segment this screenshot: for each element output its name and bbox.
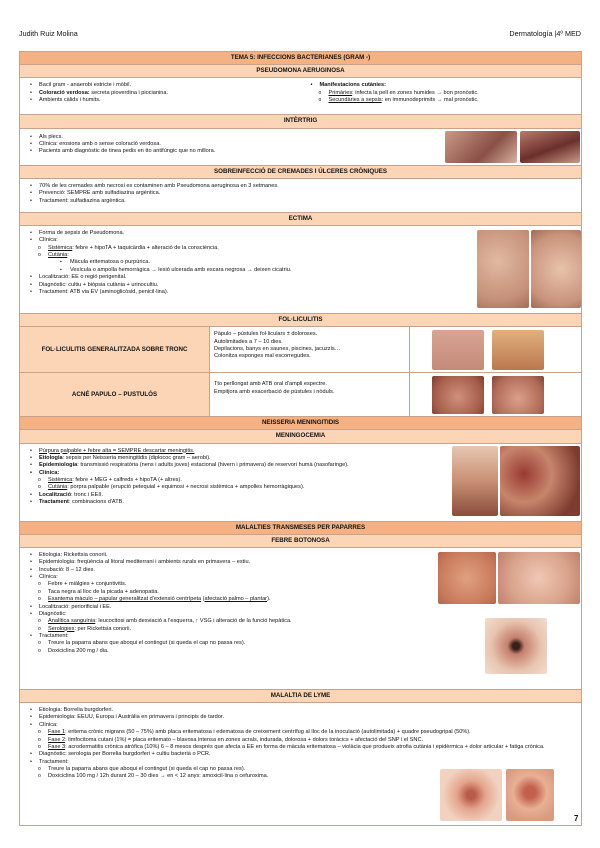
lyme-list-2: [20, 751, 581, 766]
course-label: Dermatología |4º MED: [509, 29, 581, 38]
list-item: ▪ Màcula eritematosa o purpúrica.: [20, 259, 581, 266]
list-item: • Epidemiologia: freqüència al litoral mediterrani i ambients rurals en primavera – estiu.: [20, 559, 581, 566]
list-item: o Doxiciclina 200 mg / dia.: [20, 648, 581, 655]
item-underline: Sistèmica: [48, 244, 73, 251]
meningocemia-photo-1: [452, 446, 498, 516]
list-item: • Etiologia: Borrelia burgdorferi.: [20, 707, 581, 714]
ectima-title: ECTIMA: [20, 213, 581, 226]
page-header: [19, 29, 581, 39]
list-item: • Clínica:: [20, 470, 581, 477]
item-text: : febre + hipoTA + taquicàrdia + alteració de la consciència.: [72, 244, 219, 251]
intertrig-section: [20, 129, 581, 166]
item-text: : combinacions d'ATB.: [68, 499, 124, 506]
list-item: • Diagnòstic:: [20, 611, 581, 618]
item-text: : limfocitoma cutani (1%) = placa eritemato – blavosa intensa en zones acrals, indurada, dolorosa + dolors toràcics + afectació del SNP i el SNC.: [65, 736, 424, 743]
acne-photo-1: [432, 376, 484, 414]
list-item: [301, 90, 582, 97]
list-item: • Pacients amb diagnòstic de tinea pedis en tto antifúngic que no millora.: [20, 148, 581, 155]
item-bold: Etiologia: [39, 454, 63, 461]
febre-list-2: [20, 604, 581, 619]
item-underline: afectació palmo – plantar: [204, 596, 268, 603]
list-item: o Treure la paparra abans que aboqui el contingut (si queda el cap no passa res).: [20, 640, 581, 647]
ectima-photo-2: [531, 230, 581, 308]
text-line: Tto perllongat amb ATB oral d'ampli espectre.: [214, 381, 327, 388]
item-text: :: [67, 252, 69, 259]
item-text: : eritema crònic migrans (50 – 75%) amb placa eritematosa i edematosa de creixement centrífug al lloc de la inoculació (autolimitada) + quadre pseudogripal (50%).: [65, 729, 471, 736]
item-bold: Localització: [39, 491, 72, 498]
photos: [410, 373, 581, 416]
item-text: : transmissió respiratòria (nens i adults joves) estacional (hivern i primavera) de reservori humà (nasofaringe).: [77, 462, 349, 469]
list-item: • Púrpura palpable + febre alta = SEMPRE descartar meningitis.: [20, 448, 581, 455]
lyme-section: [20, 703, 581, 825]
item-underline: Fase 3: [48, 743, 66, 750]
text-line: Autolimitades a 7 – 10 dies.: [214, 338, 283, 345]
list-item: [20, 744, 581, 751]
item-underline: Fase 2: [48, 736, 66, 743]
lyme-photo-1: [440, 769, 502, 821]
foliculitis-photo-1: [432, 330, 484, 370]
item-text: : febre + MEG + calfreds + hipoTA (+ altres).: [72, 477, 182, 483]
list-item: • Prevenció: SEMPRE amb sulfadiazina argèntica.: [20, 190, 581, 197]
list-item: • Epidemiologia: EEUU, Europa i Austràlia en primavera i principis de tardor.: [20, 714, 581, 721]
list-item: • Als plecs.: [20, 134, 581, 141]
item-underline: Cutània: [48, 484, 68, 491]
list-item: • Localització: periorificial i EE.: [20, 604, 581, 611]
item-underline: Serologies: [48, 625, 75, 632]
febre-sublist: [20, 581, 581, 603]
pseudomona-title: PSEUDOMONA AERUGINOSA: [20, 65, 581, 78]
ectima-photo-1: [477, 230, 529, 308]
item-bold: Epidemiologia: [39, 462, 78, 469]
item-bold: Coloració verdosa:: [39, 89, 90, 96]
item-underline: Sistèmica: [48, 477, 73, 483]
item-text: : acrodermatitis crònica atròfica (10%) 6 – 8 mesos després que afecta a EE en forma de màcula eritematosa – violàcia que produeix atrofia cutània i epidèrmica + dolor articular + fatiga crònica.: [65, 743, 545, 750]
list-item: [20, 737, 581, 744]
list-item: • Etiologia: Rickettsia conorii.: [20, 552, 581, 559]
item-underline: Fase 1: [48, 729, 66, 736]
item-underline: Cutània: [48, 252, 68, 259]
list-item: [301, 97, 582, 104]
list-item: • Incubació: 8 – 12 dies.: [20, 567, 581, 574]
item-text: (: [201, 596, 205, 603]
item-text: secreta pioverdina i piocianina.: [89, 89, 169, 96]
row-text: [210, 373, 410, 416]
list-item: [20, 90, 301, 97]
item-text: : en immunodeprimits → mal pronòstic.: [381, 97, 479, 104]
list-item: • Clínica:: [20, 722, 581, 729]
item-text: : leucocitosi amb desviació a l'esquerra, ↑ VSG i alteració de la funció hepàtica.: [95, 618, 292, 625]
topic-title: TEMA 5: INFECCIONS BACTERIANES (GRAM -): [20, 52, 581, 65]
neisseria-title: NEISSERIA MENINGITIDIS: [20, 417, 581, 430]
febre-section: [20, 548, 581, 690]
text-line: Colonitza esponges mal escorregudes.: [214, 353, 311, 360]
intertrig-photo-2: [520, 131, 580, 163]
sobreinfeccio-section: [20, 179, 581, 213]
item-text: : tronc i EEII.: [71, 491, 104, 498]
manifest-list: [301, 82, 582, 89]
manifest-sublist: [301, 90, 582, 105]
page-number: 7: [574, 814, 579, 823]
list-item: • Tractament:: [20, 633, 581, 640]
list-item: [20, 729, 581, 736]
sobreinfeccio-title: SOBREINFECCIÓ DE CREMADES I ÚLCERES CRÒNIQUES: [20, 166, 581, 179]
list-item: o Doxiciclina 100 mg / 12h durant 20 – 30 dies → en < 12 anys: amoxicil·lina o cefuroxima.: [20, 773, 581, 780]
list-item: • Clínica:: [20, 237, 581, 244]
list-item: ▪ Vesícula o ampolla hemorràgica → lesió ulcerada amb escara negrosa → deixen cicatriu.: [20, 267, 581, 274]
manifest-label: • Manifestacions cutànies:: [301, 82, 582, 89]
febre-title: FEBRE BOTONOSA: [20, 535, 581, 548]
febre-photo-1: [438, 552, 496, 604]
list-item: • Tractament: ATB via EV (aminoglicòsid, penicil·lina).: [20, 289, 581, 296]
item-underline: Exantema màculo – papular generalitzat d'extensió centrípeta: [48, 596, 202, 603]
list-item: • Localització: EE o regió perigenital.: [20, 274, 581, 281]
document-table: [19, 51, 582, 826]
foliculitis-title: FOL·LICULITIS: [20, 314, 581, 327]
list-item: • Tractament: sulfadiazina argèntica.: [20, 198, 581, 205]
item-underline: Secundàries a sepsis: [328, 97, 382, 104]
text-line: Empitjora amb exacerbació de pústules i nòduls.: [214, 388, 335, 395]
pseudomona-list: [20, 82, 301, 104]
febre-list: [20, 552, 581, 582]
list-item: [20, 596, 581, 603]
item-text: ).: [267, 596, 271, 603]
lyme-sublist: [20, 729, 581, 751]
febre-photo-2: [498, 552, 580, 604]
intertrig-photo-1: [445, 131, 517, 163]
author-name: Judith Ruiz Molina: [19, 29, 78, 38]
list-item: o Taca negra al lloc de la picada + adenopatia.: [20, 589, 581, 596]
foliculitis-row-2: [20, 373, 581, 417]
neisseria-section: [20, 444, 581, 522]
row-label: ACNÉ PAPULO – PUSTULÓS: [20, 373, 210, 416]
item-bold: Tractament: [39, 499, 69, 506]
item-text: : per Rickettsia conorii.: [74, 625, 132, 632]
text-line: Pàpulo – pústules fol·liculars ± doloroses.: [214, 331, 318, 338]
list-item: • Clínica: erosions amb o sense coloració verdosa.: [20, 141, 581, 148]
foliculitis-photo-2: [492, 330, 544, 370]
row-label: FOL·LICULITIS GENERALITZADA SOBRE TRONC: [20, 327, 210, 372]
list-item: o Febre + miàlgies + conjuntivitis.: [20, 581, 581, 588]
list-item: • Clínica:: [20, 574, 581, 581]
item-text: : porpra palpable (erupció petequial + equimosi + necrosi sistèmica + ampolles hemorràgiques).: [67, 484, 305, 491]
item-underline: Analítica sanguínia: [48, 618, 96, 625]
list-item: o Treure la paparra abans que aboqui el contingut (si queda el cap no passa res).: [20, 766, 581, 773]
acne-photo-2: [492, 376, 544, 414]
febre-photo-3: [485, 618, 547, 674]
list-item: • Tractament:: [20, 759, 581, 766]
item-text: : infecta la pell en zones humides → bon pronòstic.: [352, 89, 479, 96]
sobreinfeccio-list: [20, 183, 581, 205]
lyme-list: [20, 707, 581, 729]
item-underline: Primàries: [328, 89, 353, 96]
lyme-title: MALALTIA DE LYME: [20, 690, 581, 703]
intertrig-title: INTÈRTRIG: [20, 115, 581, 128]
item-text: : sepsis per Neisseria meningitidis (diplococ gram – aerobi).: [62, 454, 211, 461]
meningocemia-title: MENINGOCEMIA: [20, 430, 581, 443]
text-line: Depilacions, banys en saunes, piscines, jacuzzis…: [214, 345, 341, 352]
list-item: • Diagnòstic: cultiu + biòpsia cutània + urinocultiu.: [20, 282, 581, 289]
lyme-photo-2: [506, 769, 554, 821]
list-item: • Diagnòstic: serologia per Borrelia burgdorferi + cultiu bacterià o PCR.: [20, 751, 581, 758]
list-item: • 70% de les cremades amb necrosi es contaminen amb Pseudomona aeruginosa en 3 setmanes.: [20, 183, 581, 190]
paparres-title: MALALTIES TRANSMESES PER PAPARRES: [20, 522, 581, 535]
row-text: [210, 327, 410, 372]
foliculitis-row-1: [20, 327, 581, 373]
list-item: • Forma de sepsis de Pseudomona.: [20, 230, 581, 237]
list-item: • Bacil gram - anaerobi estricte i mòbil.: [20, 82, 301, 89]
ectima-section: [20, 226, 581, 314]
meningocemia-photo-2: [500, 446, 580, 516]
photos: [410, 327, 581, 372]
list-item: • Ambients càlids i humits.: [20, 97, 301, 104]
pseudomona-section: [20, 78, 581, 115]
